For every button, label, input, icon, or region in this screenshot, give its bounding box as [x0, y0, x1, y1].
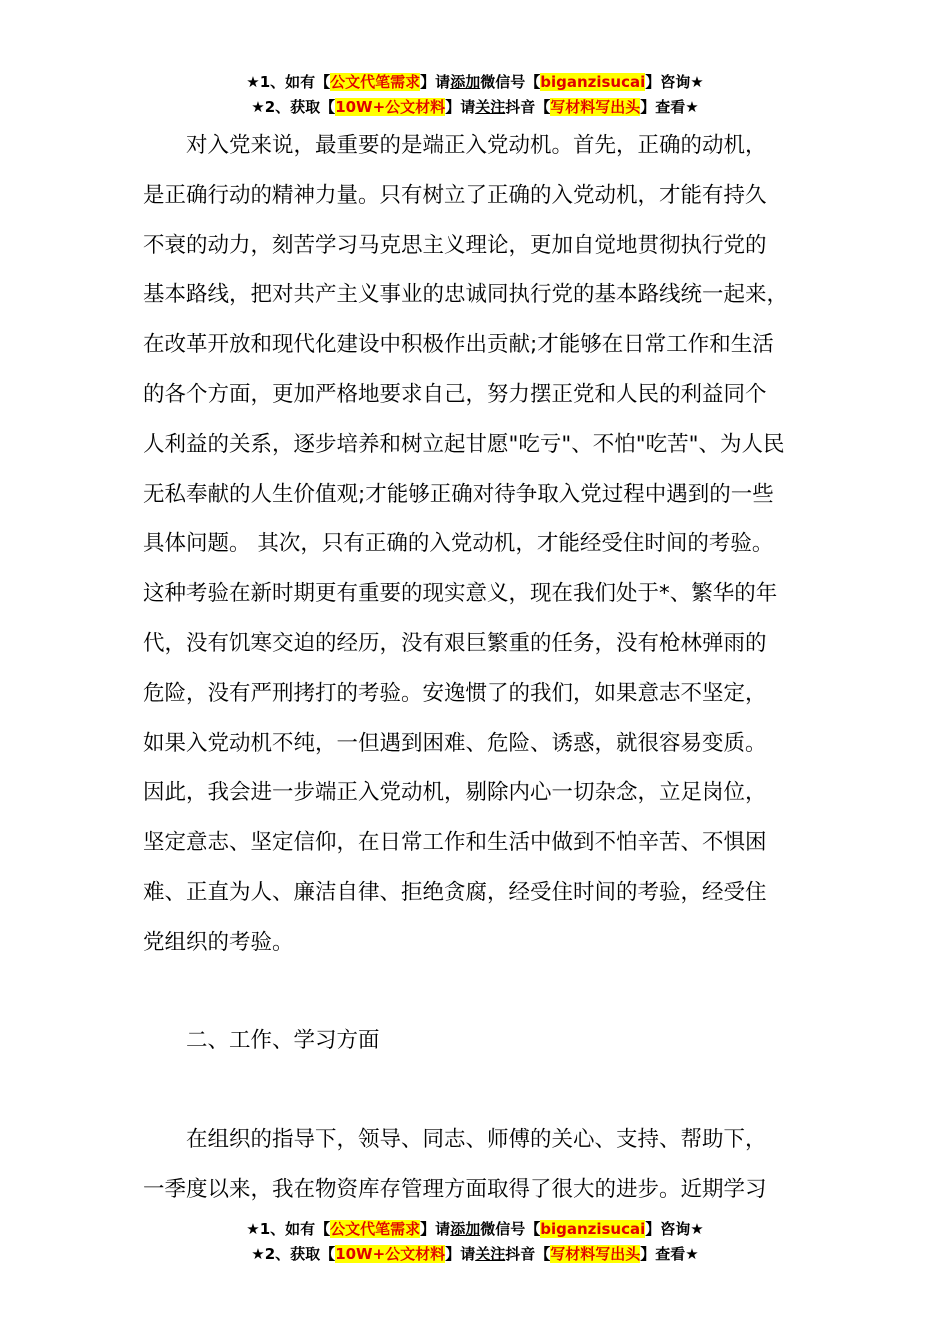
text-line: 不衰的动力，刻苦学习马克思主义理论，更加自觉地贯彻执行党的: [143, 232, 767, 258]
banner-text: ★1、如有【: [246, 73, 331, 91]
banner-line-2: [0, 1242, 950, 1267]
text-line: 对入党来说，最重要的是端正入党动机。首先，正确的动机，: [186, 133, 767, 158]
text-line: 坚定意志、坚定信仰，在日常工作和生活中做到不怕辛苦、不惧困: [143, 830, 767, 856]
banner-highlight: biganzisucai: [540, 73, 646, 91]
banner-line-1: [0, 1217, 950, 1242]
text-line: 在改革开放和现代化建设中积极作出贡献;才能够在日常工作和生活: [143, 332, 774, 358]
section-heading: 二、工作、学习方面: [186, 1028, 380, 1053]
banner-highlight: biganzisucai: [540, 1220, 646, 1238]
text-line: 是正确行动的精神力量。只有树立了正确的入党动机，才能有持久: [143, 182, 767, 208]
banner-highlight: 10W+公文材料: [335, 98, 446, 116]
text-line: 在组织的指导下，领导、同志、师傅的关心、支持、帮助下，: [186, 1127, 767, 1152]
header-banner: [0, 70, 950, 120]
banner-emphasis: 添加: [450, 73, 481, 91]
banner-text: 微信号【: [480, 1220, 541, 1238]
text-line: 的各个方面，更加严格地要求自己，努力摆正党和人民的利益同个: [143, 381, 767, 407]
text-line: 危险，没有严刑拷打的考验。安逸惯了的我们，如果意志不坚定，: [143, 680, 767, 706]
text-line: 这种考验在新时期更有重要的现实意义，现在我们处于*、繁华的年: [143, 581, 778, 607]
text-line: 无私奉献的人生价值观;才能够正确对待争取入党过程中遇到的一些: [143, 481, 774, 507]
banner-text: 】请: [445, 1245, 476, 1263]
banner-text: 微信号【: [480, 73, 541, 91]
text-line: 难、正直为人、廉洁自律、拒绝贪腐，经受住时间的考验，经受住: [143, 879, 767, 905]
banner-line-1: [0, 70, 950, 95]
banner-text: 】查看★: [640, 1245, 699, 1263]
text-line: 具体问题。 其次，只有正确的入党动机，才能经受住时间的考验。: [143, 531, 774, 557]
banner-highlight: 公文代笔需求: [330, 1220, 421, 1238]
text-line: 一季度以来，我在物资库存管理方面取得了很大的进步。近期学习: [143, 1176, 767, 1202]
banner-highlight: 公文代笔需求: [330, 73, 421, 91]
banner-text: 抖音【: [505, 1245, 551, 1263]
text-line: 党组织的考验。: [143, 929, 294, 955]
banner-text: ★1、如有【: [246, 1220, 331, 1238]
banner-line-2: [0, 95, 950, 120]
banner-text: 】咨询★: [645, 1220, 704, 1238]
text-line: 人利益的关系，逐步培养和树立起甘愿"吃亏"、不怕"吃苦"、为人民: [143, 431, 785, 457]
footer-banner: [0, 1217, 950, 1267]
paragraph-work-study: [143, 1115, 823, 1215]
banner-highlight: 写材料写出头: [550, 98, 641, 116]
text-line: 代，没有饥寒交迫的经历，没有艰巨繁重的任务，没有枪林弹雨的: [143, 630, 767, 656]
banner-highlight: 写材料写出头: [550, 1245, 641, 1263]
banner-text: 抖音【: [505, 98, 551, 116]
banner-text: 】咨询★: [645, 73, 704, 91]
paragraph-motivation: [143, 121, 823, 968]
banner-text: ★2、获取【: [251, 1245, 336, 1263]
banner-text: 】请: [420, 1220, 451, 1238]
text-line: 因此，我会进一步端正入党动机，剔除内心一切杂念，立足岗位，: [143, 780, 767, 806]
banner-text: 】查看★: [640, 98, 699, 116]
banner-highlight: 10W+公文材料: [335, 1245, 446, 1263]
banner-text: 】请: [420, 73, 451, 91]
banner-text: ★2、获取【: [251, 98, 336, 116]
text-line: 基本路线，把对共产主义事业的忠诚同执行党的基本路线统一起来，: [143, 282, 789, 308]
banner-emphasis: 关注: [475, 98, 506, 116]
text-line: 如果入党动机不纯，一但遇到困难、危险、诱惑，就很容易变质。: [143, 730, 767, 756]
banner-emphasis: 关注: [475, 1245, 506, 1263]
banner-emphasis: 添加: [450, 1220, 481, 1238]
banner-text: 】请: [445, 98, 476, 116]
